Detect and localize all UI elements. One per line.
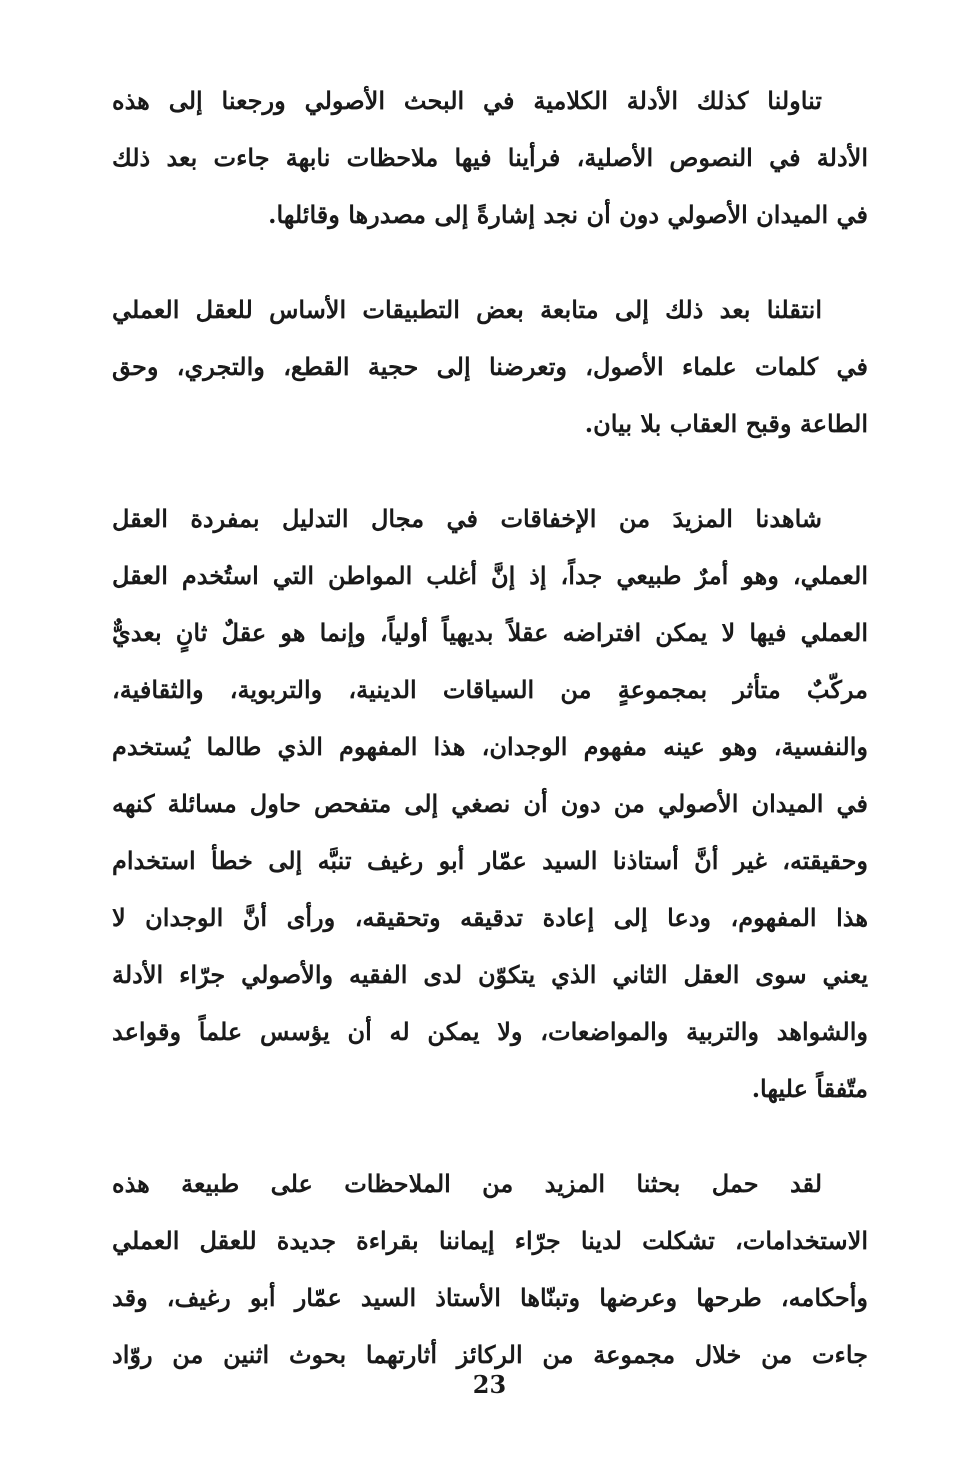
text-line: شاهدنا المزيدَ من الإخفاقات في مجال التدليل بمفردة العقل — [112, 504, 822, 533]
page-body — [112, 72, 868, 1421]
text-line: والنفسية، وهو عينه مفهوم الوجدان، هذا المفهوم الذي طالما يُستخدم — [112, 732, 868, 761]
text-line: العملي فيها لا يمكن افتراضه عقلاً بديهياً أولياً، وإنما هو عقلٌ ثانٍ بعديٌّ — [112, 618, 868, 647]
text-line: مركّبٌ متأثر بمجموعةٍ من السياقات الدينية، والتربوية، والثقافية، — [112, 675, 868, 704]
text-line: الطاعة وقبح العقاب بلا بيان. — [584, 409, 868, 438]
text-line: لقد حمل بحثنا المزيد من الملاحظات على طبيعة هذه — [112, 1169, 822, 1198]
text-line: يعني سوى العقل الثاني الذي يتكوّن لدى الفقيه والأصولي جرّاء الأدلة — [112, 960, 868, 989]
text-line: العملي، وهو أمرٌ طبيعي جداً، إذ إنَّ أغلب المواطن التي استُخدم العقل — [112, 561, 868, 590]
paragraph-2 — [112, 281, 868, 452]
paragraph-4 — [112, 1155, 868, 1383]
text-line: الاستخدامات، تشكلت لدينا جرّاء إيماننا بقراءة جديدة للعقل العملي — [112, 1226, 868, 1255]
text-line: تناولنا كذلك الأدلة الكلامية في البحث الأصولي ورجعنا إلى هذه — [112, 86, 822, 115]
paragraph-3 — [112, 490, 868, 1117]
text-line: في الميدان الأصولي من دون أن نصغي إلى متفحص حاول مسائلة كنهه — [112, 789, 868, 818]
text-line: وأحكامه، طرحها وعرضها وتبنّاها الأستاذ السيد عمّار أبو رغيف، وقد — [112, 1283, 868, 1312]
text-line: جاءت من خلال مجموعة من الركائز أثارتهما بحوث اثنين من روّاد — [112, 1340, 868, 1369]
paragraph-1 — [112, 72, 868, 243]
page-number: 23 — [472, 1370, 507, 1399]
text-line: وحقيقته، غير أنَّ أستاذنا السيد عمّار أبو رغيف تنبَّه إلى خطأ استخدام — [112, 846, 868, 875]
text-line: في الميدان الأصولي دون أن نجد إشارةً إلى مصدرها وقائلها. — [268, 200, 868, 229]
text-line: متّفقاً عليها. — [751, 1074, 868, 1103]
text-line: في كلمات علماء الأصول، وتعرضنا إلى حجية القطع، والتجري، وحق — [112, 352, 868, 381]
text-line: والشواهد والتربية والمواضعات، ولا يمكن له أن يؤسس علماً وقواعد — [112, 1017, 868, 1046]
text-line: الأدلة في النصوص الأصلية، فرأينا فيها ملاحظات نابهة جاءت بعد ذلك — [112, 143, 868, 172]
text-line: هذا المفهوم، ودعا إلى إعادة تدقيقه وتحقيقه، ورأى أنَّ الوجدان لا — [112, 903, 868, 932]
text-line: انتقلنا بعد ذلك إلى متابعة بعض التطبيقات الأساس للعقل العملي — [112, 295, 822, 324]
